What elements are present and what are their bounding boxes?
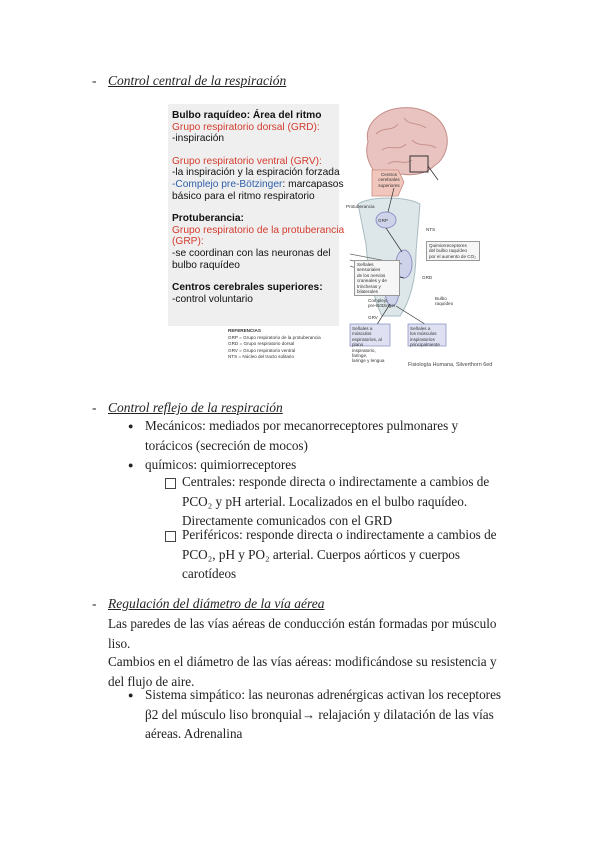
label-line: espiratorios, al plano	[352, 336, 382, 348]
text-line: Sistema simpático: las neuronas adrenérgicas activan los receptores	[145, 687, 502, 702]
brain-icon	[367, 108, 448, 178]
label-output-2	[410, 326, 448, 348]
prebotz-desc: básico para el ritmo respiratorio	[172, 190, 315, 202]
airway-item-simpatico	[145, 685, 501, 744]
text-line: β2 del músculo liso bronquial→ relajación y dilatación de las vías	[145, 706, 494, 722]
text-line: Las paredes de las vías aéreas de conducción están formadas por músculo	[108, 616, 497, 631]
grd-line: Grupo respiratorio dorsal (GRD):	[172, 121, 320, 133]
ref-item: GRD = Grupo respiratorio dorsal	[228, 341, 295, 347]
bullet-icon: ●	[128, 421, 134, 431]
text-line: Cambios en el diámetro de las vías aéreas: modificándose su resistencia y	[108, 654, 497, 669]
label-line: los músculos	[410, 331, 437, 337]
label-senales	[354, 260, 400, 296]
checkbox-icon	[165, 531, 176, 542]
label-line: Señales sensoriales	[357, 262, 381, 273]
label-line: inspiratorio, faringe,	[352, 347, 376, 359]
text-line: carotídeos	[182, 566, 237, 581]
grp-desc2: bulbo raquídeo	[172, 259, 240, 271]
ref-item: NTS = Núcleo del tracto solitario	[228, 354, 294, 360]
label-protuberancia: Protuberancia	[346, 204, 375, 209]
text-line: Centrales: responde directa o indirectamente a cambios de	[182, 474, 490, 489]
label-output-1	[352, 326, 392, 364]
label-line: cerebrales	[378, 177, 400, 183]
text-line: Directamente comunicados con el GRD	[182, 513, 393, 528]
grv-line: Grupo respiratorio ventral (GRV):	[172, 155, 322, 167]
grp-desc1: -se coordinan con las neuronas del	[172, 247, 331, 259]
bullet-icon: ●	[128, 460, 134, 470]
label-line: de los nervios	[357, 272, 386, 278]
label-line: pre-Bötzinger	[368, 303, 396, 309]
label-line: Quimiorreceptores	[429, 243, 467, 248]
label-line: Centros	[380, 172, 398, 177]
label-quimiorreceptores	[426, 241, 480, 261]
label-line: trincheras y	[357, 283, 381, 289]
label-grd: GRD	[422, 275, 433, 280]
label-line: principalmente	[410, 342, 440, 348]
label-centros	[376, 172, 402, 188]
grp-line1: Grupo respiratorio de la protuberancia	[172, 224, 345, 236]
text-line: liso.	[108, 635, 131, 651]
label-line: Bulbo	[435, 296, 447, 301]
centros-desc: -control voluntario	[172, 293, 253, 305]
label-line: raquídeo	[435, 301, 454, 307]
label-prebotzinger	[368, 298, 396, 309]
label-line: Complejo	[368, 298, 388, 303]
label-line: inspiratorios	[410, 336, 435, 342]
label-grv: GRV	[368, 315, 378, 320]
text-line: del flujo de aire.	[108, 673, 195, 689]
references-title: REFERENCIAS	[228, 328, 261, 333]
reflex-item-mecanicos	[145, 416, 458, 455]
label-line: por el aumento de CO₂	[429, 253, 476, 259]
figure-credit: Fisiología Humana, Silverthorn 6ed	[408, 362, 493, 368]
section-dash: -	[92, 400, 97, 415]
checkbox-icon	[165, 478, 176, 489]
text-line: PCO₂ y pH arterial. Localizados en el bulbo raquídeo.	[182, 493, 468, 509]
label-bulbo	[435, 296, 453, 307]
ref-item: GRV = Grupo respiratorio ventral	[228, 347, 296, 353]
label-grp: GRP	[378, 218, 388, 223]
bulbo-title: Bulbo raquídeo: Área del ritmo	[172, 110, 322, 121]
prebotz-line	[172, 179, 347, 191]
ref-item: GRP = Grupo respiratorio de la protuberancia	[228, 334, 321, 340]
text-line: Mecánicos: mediados por mecanorreceptores pulmonares y	[145, 418, 459, 433]
label-line: bilaterales	[357, 289, 378, 295]
section-dash: -	[92, 73, 97, 88]
protuberancia-title: Protuberancia:	[172, 213, 244, 225]
figure-text	[172, 110, 347, 305]
section-heading-diametro: Regulación del diámetro de la vía aérea	[108, 596, 325, 611]
text-line: Periféricos: responde directa o indirectamente a cambios de	[182, 527, 497, 542]
reflex-item-quimicos: químicos: quimiorreceptores	[145, 457, 297, 472]
label-nts: NTS	[426, 227, 436, 232]
reflex-subitem-centrales	[182, 472, 489, 531]
text-line: aéreas. Adrenalina	[145, 726, 243, 741]
text-line: PCO₂, pH y PO₂ arterial. Cuerpos aórticos y cuerpos	[182, 546, 461, 562]
centros-title: Centros cerebrales superiores:	[172, 282, 323, 294]
label-line: superiores	[378, 182, 400, 188]
airway-paragraph-1	[108, 614, 497, 653]
label-line: laringe y lengua	[352, 358, 385, 364]
label-line: Señales a músculos	[352, 326, 373, 337]
label-line: Señales a	[410, 326, 431, 331]
grv-desc: -la inspiración y la espiración forzada	[172, 167, 340, 179]
bullet-icon: ●	[128, 690, 134, 700]
label-line: craneales y de	[357, 278, 387, 284]
grd-desc: -inspiración	[172, 133, 225, 145]
text-line: torácicos (secreción de mocos)	[145, 437, 308, 453]
section-heading-central: Control central de la respiración	[108, 73, 287, 88]
prebotz-name: -Complejo pre-Bötzinger	[172, 178, 283, 190]
references-box	[228, 328, 346, 361]
label-line: del bulbo raquídeo	[429, 248, 468, 254]
reflex-subitem-perifericos	[182, 525, 497, 584]
section-dash: -	[92, 596, 97, 611]
section-heading-reflejo: Control reflejo de la respiración	[108, 400, 283, 415]
prebotz-rest: : marcapasos	[282, 178, 344, 190]
grp-line2: (GRP):	[172, 236, 204, 248]
